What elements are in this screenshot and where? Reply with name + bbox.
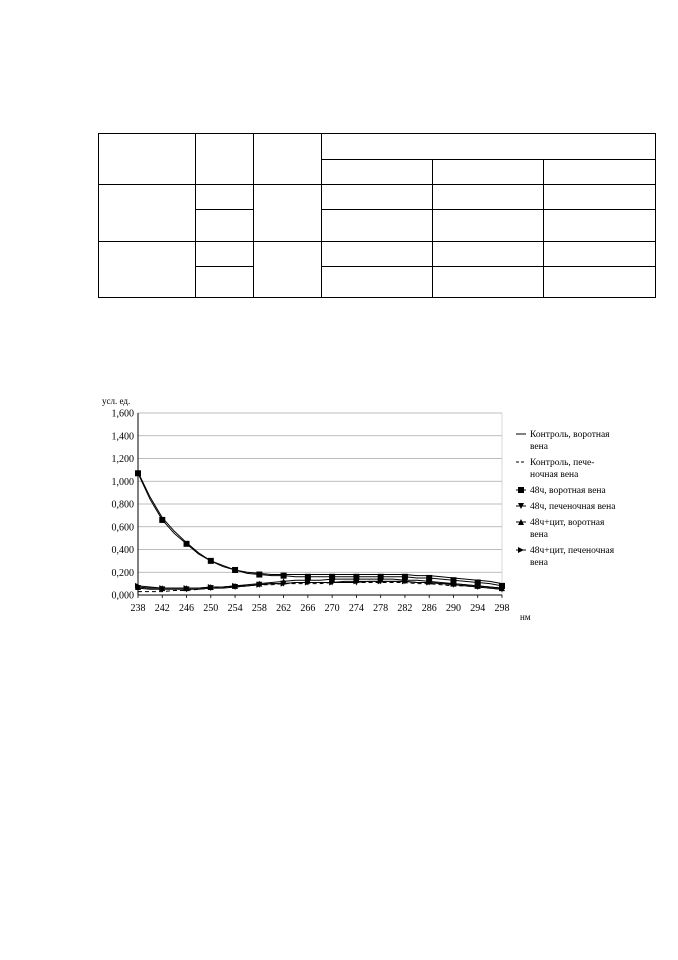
table-row xyxy=(99,185,656,210)
legend-item xyxy=(516,546,615,568)
x-tick-label: 250 xyxy=(203,603,219,614)
legend-label: вена xyxy=(530,442,548,452)
table-cell xyxy=(99,134,196,185)
x-tick-label: 278 xyxy=(373,603,389,614)
series-line xyxy=(138,472,502,583)
table-cell xyxy=(196,267,254,298)
chart-gridlines xyxy=(138,413,502,595)
x-tick-label: 298 xyxy=(494,603,510,614)
legend-item xyxy=(516,430,610,452)
series-line xyxy=(138,473,502,586)
table-cell xyxy=(322,267,433,298)
x-tick-label: 274 xyxy=(348,603,364,614)
series-1 xyxy=(138,472,502,583)
table-cell xyxy=(433,160,544,185)
legend-item xyxy=(516,502,616,512)
x-tick-label: 262 xyxy=(276,603,292,614)
x-tick-label: 242 xyxy=(154,603,170,614)
table-cell xyxy=(196,242,254,267)
table-cell xyxy=(254,134,322,185)
data-point xyxy=(281,573,287,579)
table-cell xyxy=(322,185,433,210)
y-tick-label: 1,200 xyxy=(111,454,134,465)
legend-item xyxy=(516,518,605,540)
legend-label: Контроль, воротная xyxy=(530,430,610,440)
table-cell xyxy=(544,185,656,210)
series-line xyxy=(138,581,502,588)
x-tick-label: 290 xyxy=(445,603,461,614)
x-tick-label: 238 xyxy=(130,603,146,614)
x-axis-title: нм xyxy=(520,612,531,622)
y-tick-label: 1,600 xyxy=(111,408,134,420)
table-cell xyxy=(544,267,656,298)
x-tick-labels xyxy=(131,603,510,614)
data-point xyxy=(184,541,190,547)
table-cell xyxy=(433,185,544,210)
table-cell xyxy=(254,185,322,242)
table-cell xyxy=(254,242,322,298)
table-cell xyxy=(196,210,254,242)
legend-marker xyxy=(518,487,524,493)
x-tick-label: 258 xyxy=(251,603,267,614)
legend-label: 48ч, печеночная вена xyxy=(530,502,616,512)
legend-label: вена xyxy=(530,530,548,540)
table-cell xyxy=(99,185,196,242)
table-row xyxy=(99,242,656,267)
data-point xyxy=(208,558,214,564)
data-table xyxy=(98,133,656,298)
table-cell xyxy=(433,210,544,242)
legend-item xyxy=(516,458,594,480)
x-tick-label: 286 xyxy=(421,603,437,614)
legend-label: ночная вена xyxy=(530,470,579,480)
table-cell xyxy=(196,185,254,210)
table-cell xyxy=(322,134,656,160)
table-cell xyxy=(322,210,433,242)
y-axis-title: усл. ед. xyxy=(102,396,131,406)
chart-legend xyxy=(516,430,616,568)
table-cell xyxy=(322,242,433,267)
table-cell xyxy=(99,242,196,298)
legend-item xyxy=(516,486,607,496)
table-row xyxy=(99,134,656,160)
y-tick-label: 0,800 xyxy=(111,499,134,511)
x-tick-label: 246 xyxy=(179,603,195,614)
legend-label: 48ч, воротная вена xyxy=(530,486,606,496)
y-tick-label: 1,400 xyxy=(111,431,134,443)
chart-axes xyxy=(138,413,502,598)
y-tick-label: 0,200 xyxy=(111,567,134,579)
table-cell xyxy=(544,242,656,267)
legend-marker xyxy=(518,547,524,553)
data-point xyxy=(135,470,141,476)
data-point xyxy=(256,572,262,578)
y-tick-label: 0,400 xyxy=(111,545,134,556)
x-tick-label: 254 xyxy=(227,603,243,614)
x-tick-label: 270 xyxy=(324,603,340,614)
x-tick-label: 294 xyxy=(470,603,486,614)
y-tick-label: 1,000 xyxy=(111,476,134,488)
table-cell xyxy=(544,160,656,185)
y-tick-label: 0,000 xyxy=(111,590,134,602)
data-point xyxy=(159,517,165,523)
data-point xyxy=(232,567,238,573)
y-tick-label: 0,600 xyxy=(111,522,134,534)
legend-label: 48ч+цит, печеночная xyxy=(530,546,615,556)
legend-label: вена xyxy=(530,558,548,568)
chart-series xyxy=(135,470,505,592)
y-tick-labels xyxy=(112,409,135,602)
series-3 xyxy=(135,470,505,589)
x-tick-label: 282 xyxy=(397,603,413,614)
x-tick-label: 266 xyxy=(300,603,316,614)
spectrum-line-chart xyxy=(96,392,656,632)
table-cell xyxy=(433,242,544,267)
table-cell xyxy=(433,267,544,298)
legend-label: 48ч+цит, воротная xyxy=(530,518,605,528)
table-cell xyxy=(196,134,254,185)
legend-label: Контроль, пече- xyxy=(530,458,595,468)
table-cell xyxy=(544,210,656,242)
table-cell xyxy=(322,160,433,185)
